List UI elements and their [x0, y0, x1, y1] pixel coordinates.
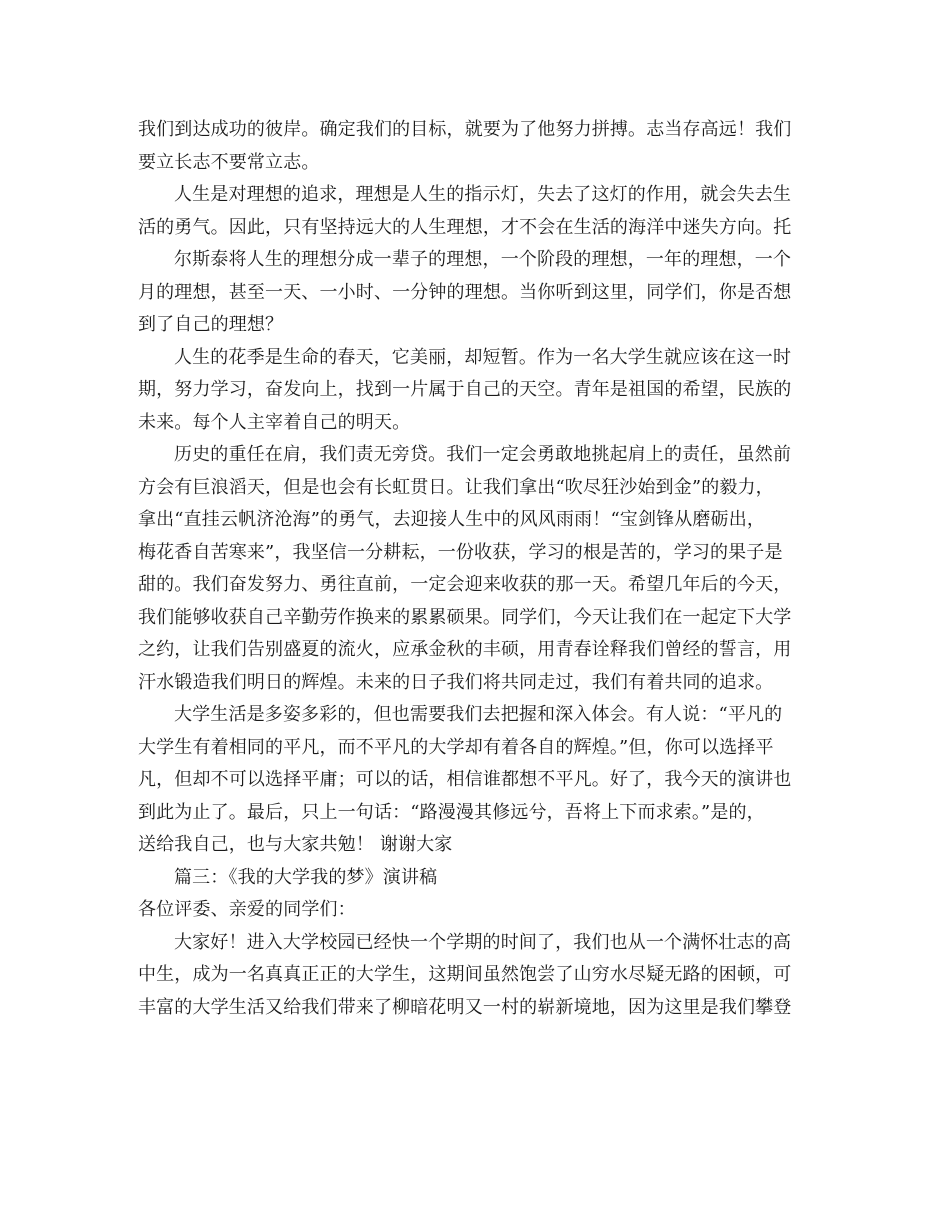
- text-line: 未来。每个人主宰着自己的明天。: [138, 411, 411, 433]
- text-line: 中生，成为一名真真正正的大学生，这期间虽然饱尝了山穷水尽疑无路的困顿，可: [138, 964, 792, 985]
- text-line: 凡，但却不可以选择平庸；可以的话，相信谁都想不平凡。好了，我今天的演讲也: [138, 769, 792, 790]
- text-line: 活的勇气。因此，只有坚持远大的人生理想，才不会在生活的海洋中迷失方向。托: [138, 216, 792, 238]
- text-line: 汗水锻造我们明日的辉煌。未来的日子我们将共同走过，我们有着共同的追求。: [138, 671, 774, 693]
- text-line: 人生是对理想的追求，理想是人生的指示灯，失去了这灯的作用，就会失去生: [174, 184, 792, 205]
- text-line: 要立长志不要常立志。: [138, 151, 320, 173]
- text-line: 梅花香自苦寒来”，我坚信一分耕耘，一份收获，学习的根是苦的，学习的果子是: [138, 541, 783, 563]
- text-line: 到了自己的理想？: [138, 314, 284, 335]
- document-page: [138, 114, 814, 1024]
- text-line: 期，努力学习，奋发向上，找到一片属于自己的天空。青年是祖国的希望，民族的: [138, 379, 792, 400]
- text-line: 人生的花季是生命的春天，它美丽，却短暂。作为一名大学生就应该在这一时: [174, 346, 792, 368]
- salutation: 各位评委、亲爱的同学们：: [138, 899, 356, 920]
- text-line: 之约，让我们告别盛夏的流火，应承金秋的丰硕，用青春诠释我们曾经的誓言，用: [138, 639, 792, 660]
- text-line: 方会有巨浪滔天，但是也会有长虹贯日。让我们拿出“吹尽狂沙始到金”的毅力，: [138, 476, 774, 498]
- text-line: 甜的。我们奋发努力、勇往直前，一定会迎来收获的那一天。希望几年后的今天，: [138, 574, 792, 595]
- text-line: 大学生活是多姿多彩的，但也需要我们去把握和深入体会。有人说：“平凡的: [174, 704, 783, 725]
- section-heading: 篇三：《我的大学我的梦》演讲稿: [174, 866, 438, 888]
- text-line: 送给我自己，也与大家共勉！ 谢谢大家: [138, 834, 453, 855]
- text-line: 我们能够收获自己辛勤劳作换来的累累硕果。同学们，今天让我们在一起定下大学: [138, 606, 792, 628]
- text-line: 丰富的大学生活又给我们带来了柳暗花明又一村的崭新境地，因为这里是我们攀登: [138, 996, 792, 1018]
- text-line: 月的理想，甚至一天、一小时、一分钟的理想。当你听到这里，同学们，你是否想: [138, 281, 792, 303]
- text-line: 大学生有着相同的平凡，而不平凡的大学却有着各自的辉煌。”但，你可以选择平: [138, 736, 774, 758]
- text-line: 到此为止了。最后，只上一句话：“路漫漫其修远兮，吾将上下而求索。”是的，: [138, 801, 765, 823]
- text-line: 历史的重任在肩，我们责无旁贷。我们一定会勇敢地挑起肩上的责任，虽然前: [174, 444, 792, 465]
- text-line: 拿出“直挂云帆济沧海”的勇气，去迎接人生中的风风雨雨！“宝剑锋从磨砺出，: [138, 509, 766, 530]
- text-line: 尔斯泰将人生的理想分成一辈子的理想，一个阶段的理想，一年的理想，一个: [174, 249, 792, 270]
- text-line: 我们到达成功的彼岸。确定我们的目标，就要为了他努力拼搏。志当存高远！我们: [138, 119, 792, 140]
- text-line: 大家好！进入大学校园已经快一个学期的时间了，我们也从一个满怀壮志的高: [174, 931, 792, 953]
